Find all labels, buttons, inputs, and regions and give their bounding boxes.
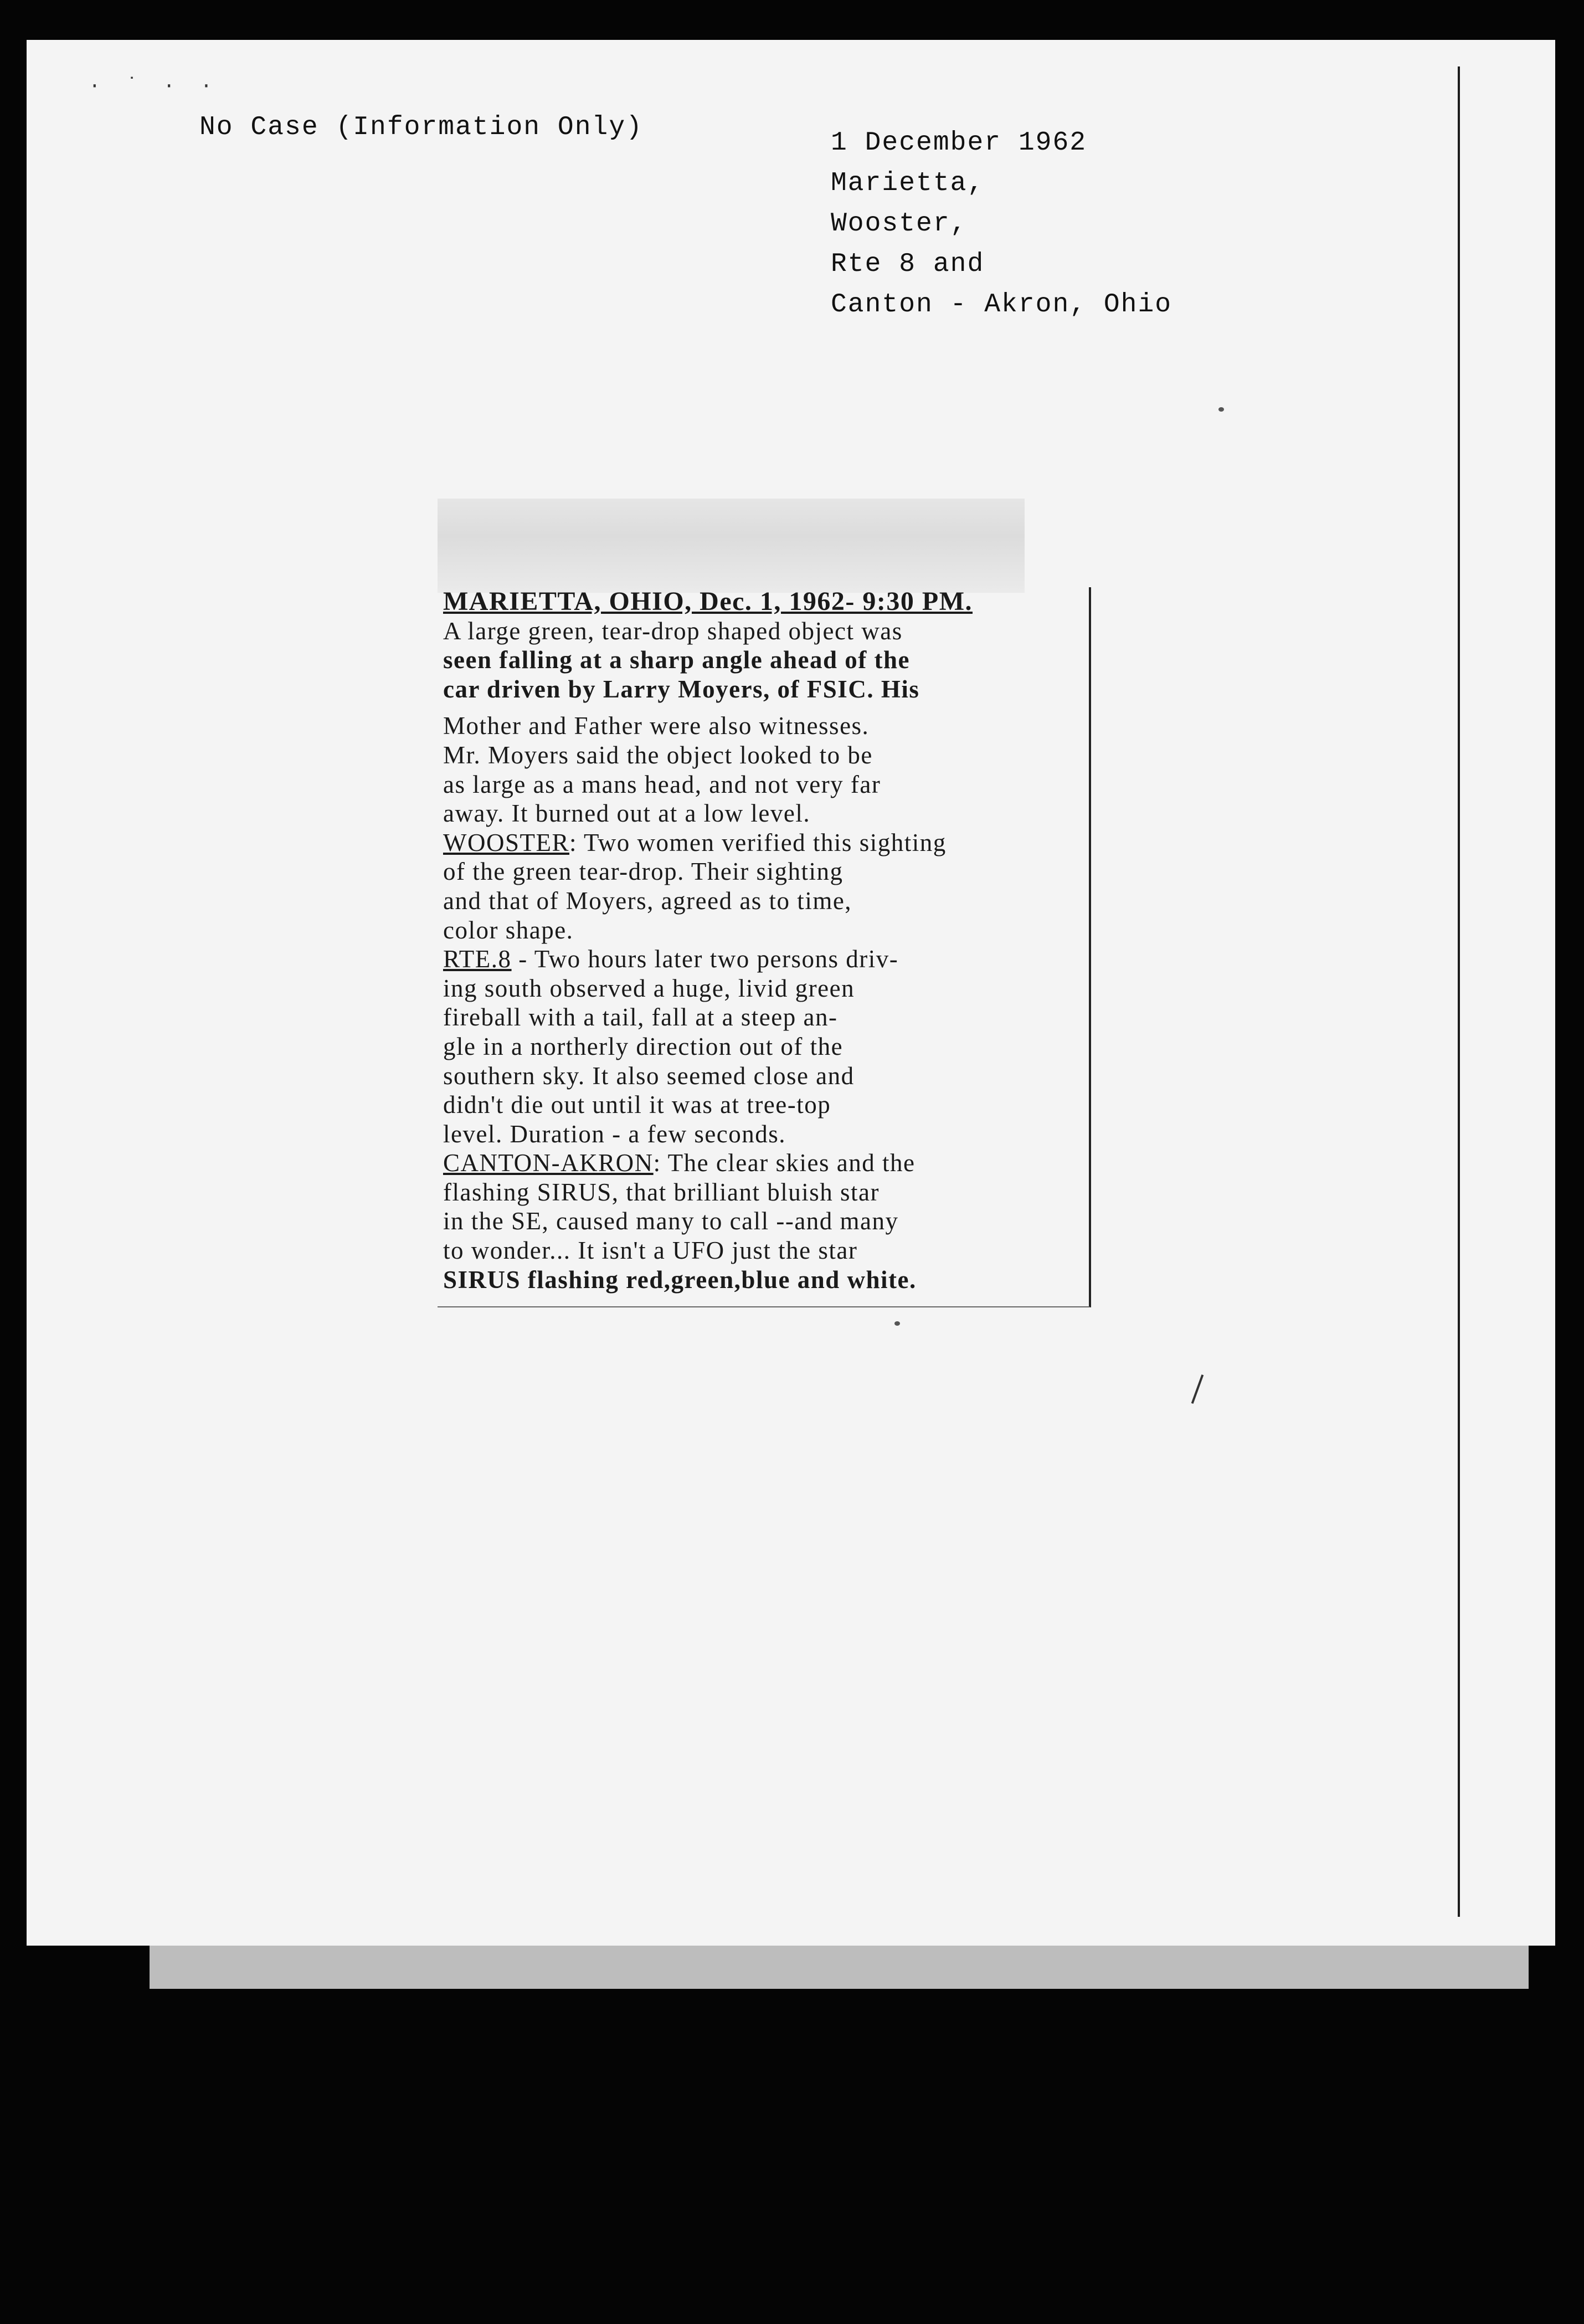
location-line: Wooster, — [831, 209, 968, 239]
clipping-line: Mother and Father were also witnesses. — [443, 712, 870, 740]
wooster-paragraph-line — [443, 828, 1089, 858]
rte8-paragraph-line — [443, 945, 1089, 974]
clipping-line: fireball with a tail, fall at a steep an- — [443, 1003, 838, 1032]
clipping-line: of the green tear-drop. Their sighting — [443, 858, 844, 886]
rte8-label: RTE.8 — [443, 945, 512, 973]
report-date: 1 December 1962 — [831, 128, 1087, 158]
clipping-line: and that of Moyers, agreed as to time, — [443, 886, 852, 915]
clipping-line: SIRUS flashing red,green,blue and white. — [443, 1265, 917, 1294]
clipping-line: Mr. Moyers said the object looked to be — [443, 741, 873, 769]
rte8-text: - Two hours later two persons driv- — [511, 945, 899, 973]
date-location-block — [831, 123, 1172, 325]
clipping-line: car driven by Larry Moyers, of FSIC. His — [443, 675, 920, 703]
wooster-text: : Two women verified this sighting — [569, 828, 947, 856]
clipping-line: seen falling at a sharp angle ahead of the — [443, 646, 911, 674]
location-line: Rte 8 and — [831, 249, 985, 279]
scan-speck — [894, 1321, 900, 1326]
clipping-line: away. It burned out at a low level. — [443, 799, 811, 828]
location-line: Canton - Akron, Ohio — [831, 290, 1172, 320]
scan-specks: · ˙ · · — [89, 75, 219, 98]
case-status: No Case (Information Only) — [199, 112, 643, 142]
canton-text: : The clear skies and the — [653, 1149, 916, 1177]
clipping-dateline: MARIETTA, OHIO, Dec. 1, 1962- 9:30 PM. — [443, 587, 973, 616]
right-margin-rule — [1458, 66, 1460, 1917]
clipping-line: southern sky. It also seemed close and — [443, 1061, 855, 1090]
canton-label: CANTON-AKRON — [443, 1149, 654, 1177]
clipping-shadow — [438, 499, 1025, 593]
clipping-line: didn't die out until it was at tree-top — [443, 1091, 831, 1119]
clipping-line: in the SE, caused many to call --and many — [443, 1207, 899, 1235]
clipping-line: to wonder... It isn't a UFO just the star — [443, 1237, 858, 1265]
clipping-line: A large green, tear-drop shaped object was — [443, 617, 903, 645]
location-line: Marietta, — [831, 168, 985, 198]
clipping-line: level. Duration - a few seconds. — [443, 1120, 786, 1148]
clipping-line: color shape. — [443, 916, 574, 944]
clipping-line: ing south observed a huge, livid green — [443, 974, 855, 1002]
scan-speck — [1218, 407, 1224, 412]
clipping-gap — [443, 704, 1089, 711]
clipping-line: flashing SIRUS, that brilliant bluish star — [443, 1178, 880, 1206]
canton-paragraph-line — [443, 1148, 1089, 1178]
wooster-label: WOOSTER — [443, 828, 569, 856]
clipping-line: gle in a northerly direction out of the — [443, 1032, 844, 1060]
clipping-line: as large as a mans head, and not very far — [443, 770, 881, 798]
newspaper-clipping — [438, 587, 1091, 1307]
